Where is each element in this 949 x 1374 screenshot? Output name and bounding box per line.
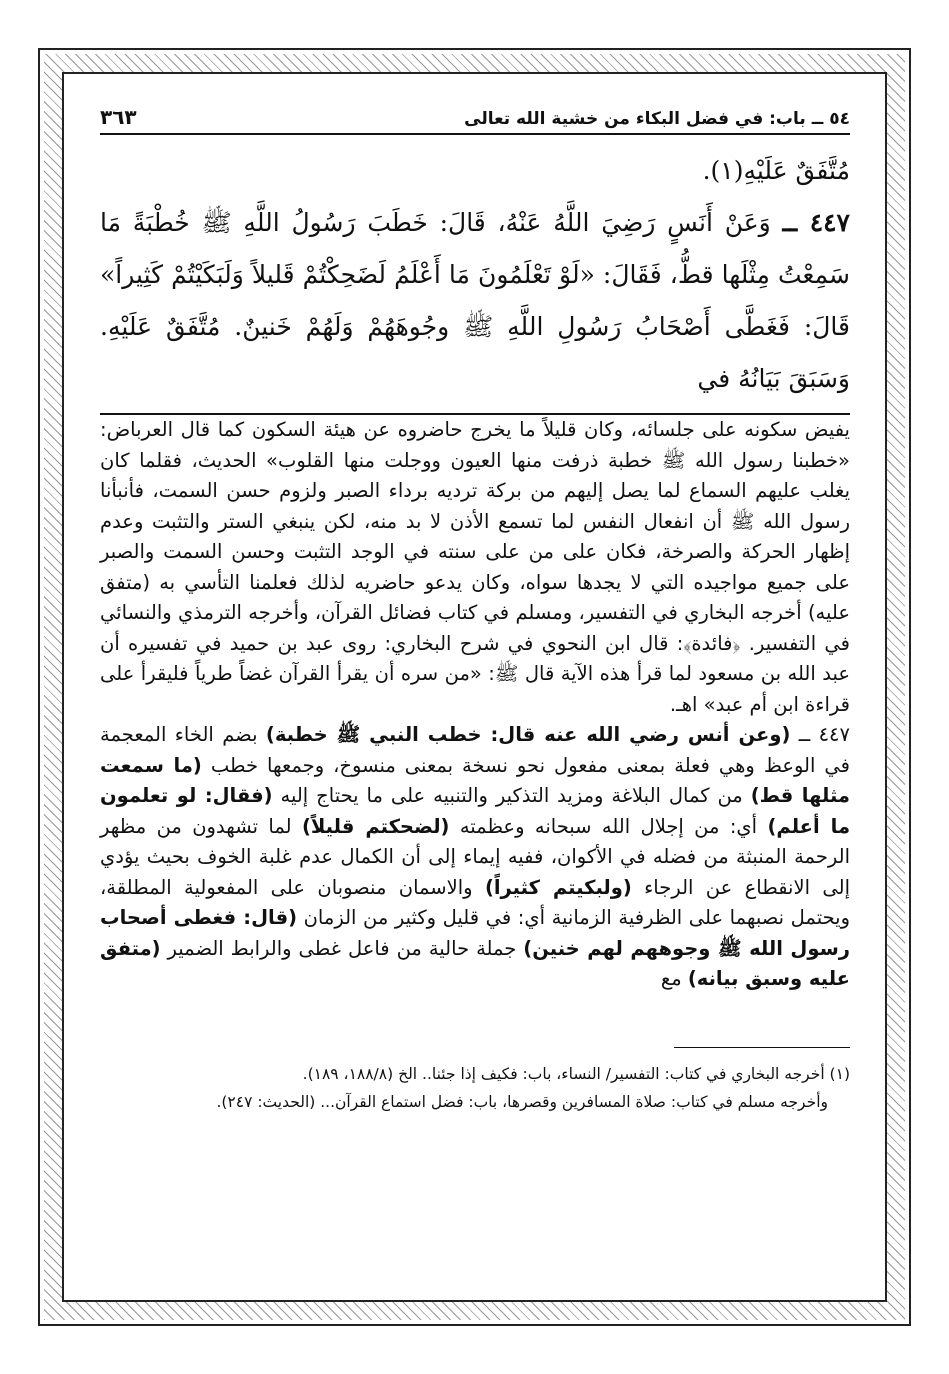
page-content bbox=[100, 95, 850, 1116]
bold-quote: (وعن أنس رضي الله عنه قال: خطب النبي ﷺ خطبة) bbox=[265, 723, 791, 746]
hadith-body: وَعَنْ أَنَسٍ رَضِيَ اللَّهُ عَنْهُ، قَالَ: خَطَبَ رَسُولُ اللَّهِ ﷺ خُطْبَةً مَا سَمِعْتُ مِثْلَها قطُّ، فَقَالَ: «لَوْ تَعْلَمُونَ مَا أَعْلَمُ لَضَحِكْتُمْ قَليلاً وَلَبَكَيْتُمْ كَثِيراً» قَالَ: فَغَطَّى أَصْحَابُ رَسُولِ اللَّهِ ﷺ وجُوهَهُمْ وَلَهُمْ خَنينٌ. مُتَّفَقٌ عَلَيْهِ. وَسَبَقَ بَيَانُهُ في bbox=[100, 208, 850, 393]
running-head bbox=[100, 95, 850, 135]
page-number: ٣٦٣ bbox=[100, 105, 137, 129]
bold-quote: (متفق عليه وسبق بيانه) bbox=[100, 936, 850, 990]
commentary-number: ٤٤٧ ــ bbox=[798, 723, 850, 746]
commentary-text: لما تشهدون من مظهر الرحمة المنبثة من فضله في الأكوان، ففيه إيماء إلى أن الكمال عدم غلبة الخوف بحيث يؤدي إلى الانقطاع عن الرجاء bbox=[100, 814, 851, 899]
footnote-rule bbox=[674, 1047, 850, 1048]
commentary bbox=[100, 415, 850, 995]
previous-hadith-ending: مُتَّفَقٌ عَلَيْهِ(١). bbox=[702, 156, 850, 185]
bold-quote: (فقال: لو تعلمون ما أعلم) bbox=[100, 784, 851, 838]
hadith-447 bbox=[100, 197, 850, 405]
bold-quote: (ما سمعت مثلها قط) bbox=[100, 753, 850, 807]
commentary-text: من كمال البلاغة ومزيد التذكير والتنبيه على ما يحتاج إليه bbox=[280, 784, 743, 807]
bold-quote: (ولبكيتم كثيراً) bbox=[484, 875, 632, 899]
footnote-1: (١) أخرجه البخاري في كتاب: التفسير/ النساء، باب: فكيف إذا جئنا.. الخ (١٨٨/٨، ١٨٩). bbox=[302, 1064, 850, 1083]
commentary-text: والاسمان منصوبان على المفعولية المطلقة، ويحتمل نصبهما على الظرفية الزمانية أي: في قليل وكثير من الزمان bbox=[100, 875, 851, 929]
hadith-main-text bbox=[100, 145, 850, 405]
commentary-text: بضم الخاء المعجمة في الوعظ وهي فعلة بمعنى مفعول نحو نسخة بمعنى منسوخ، وجمعها خطب bbox=[100, 723, 851, 777]
hadith-number: ٤٤٧ ــ bbox=[782, 208, 850, 237]
commentary-paragraph-2 bbox=[100, 720, 850, 995]
chapter-title: ٥٤ ــ باب: في فضل البكاء من خشية الله تعالى bbox=[464, 109, 850, 129]
footnotes bbox=[100, 1060, 850, 1116]
commentary-text: مع bbox=[660, 967, 682, 990]
commentary-paragraph-1: يفيض سكونه على جلسائه، وكان قليلاً ما يخرج حاضروه عن هيئة السكون كما قال العرباض: «خطبنا رسول الله ﷺ خطبة ذرفت منها العيون ووجلت منها القلوب» الحديث، فقلما كان يغلب عليهم السماع لما يصل إليهم من بركة ترديه برداء الصبر ولزوم حسن السمت، فأنبأنا رسول الله ﷺ أن انفعال النفس لما تسمع الأذن لا بد منه، لكن ينبغي الستر والتثبت وعدم إظهار الحركة والصرخة، فكان على من على سنته في الوجد التثبت وحسن السمت والصبر على جميع مواجيده التي لا يجدها سواه، وكان يدعو حاضريه لذلك فعلمنا التأسي به (متفق عليه) أخرجه البخاري في التفسير، ومسلم في كتاب فضائل القرآن، وأخرجه الترمذي والنسائي في التفسير. ﴿فائدة﴾: قال ابن النحوي في شرح البخاري: روى عبد بن حميد في تفسيره أن عبد الله بن مسعود لما قرأ هذه الآية قال ﷺ: «من سره أن يقرأ القرآن غضاً طرياً فليقرأ على قراءة ابن أم عبد» اهـ. bbox=[100, 418, 850, 716]
commentary-text: جملة حالية من فاعل غطى والرابط الضمير bbox=[167, 936, 517, 960]
bold-quote: (قال: فغطى أصحاب رسول الله ﷺ وجوههم لهم خنين) bbox=[100, 906, 850, 960]
footnote-1-continued: وأخرجه مسلم في كتاب: صلاة المسافرين وقصرها، باب: فضل استماع القرآن... (الحديث: ٢٤٧). bbox=[216, 1092, 828, 1111]
commentary-text: أي: من إجلال الله سبحانه وعظمته bbox=[459, 814, 758, 838]
bold-quote: (لضحكتم قليلاً) bbox=[301, 814, 450, 838]
